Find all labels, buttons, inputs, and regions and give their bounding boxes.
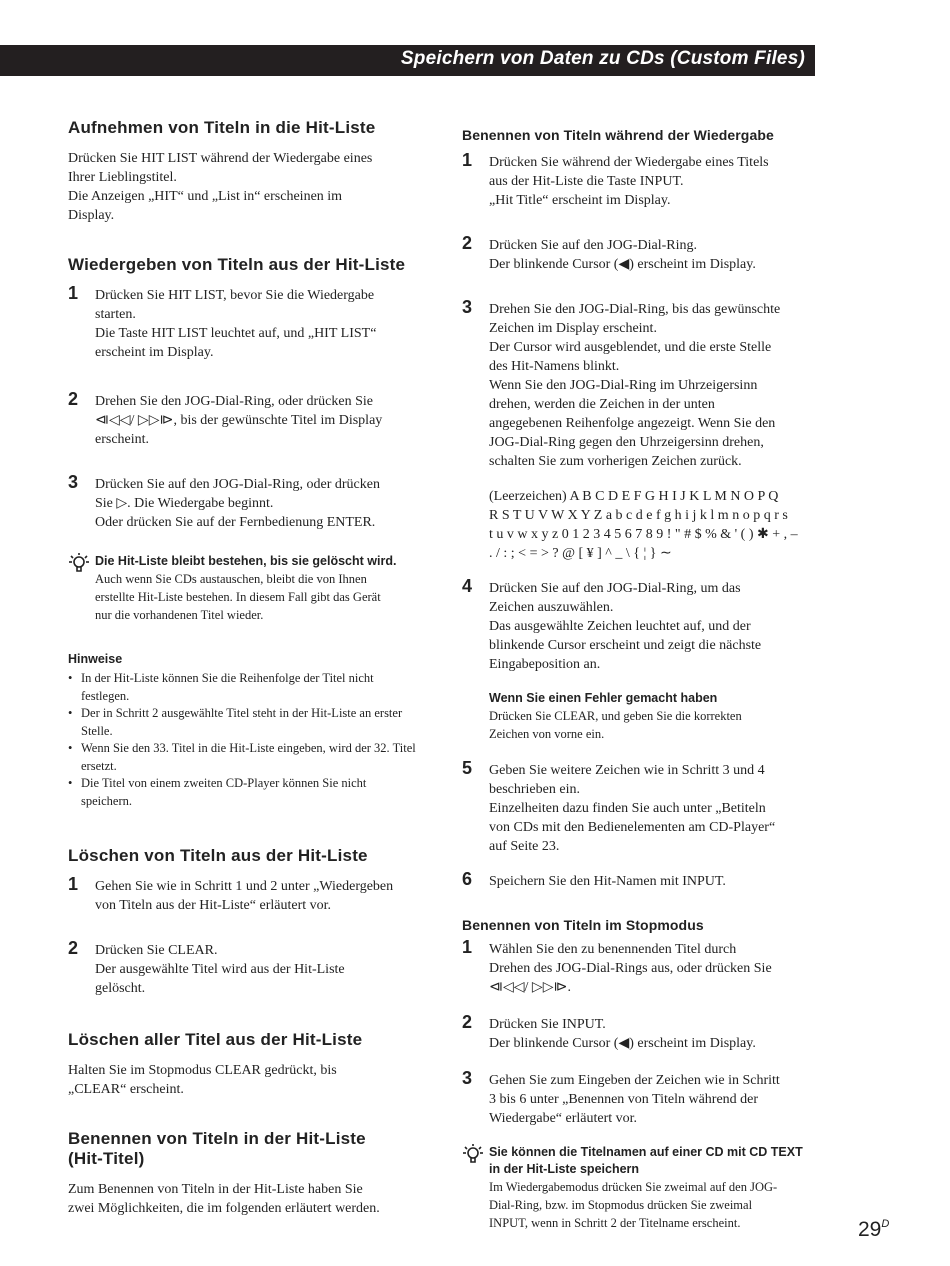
step-line: Der Cursor wird ausgeblendet, und die erste Stelle xyxy=(489,340,772,355)
step-item xyxy=(462,1012,820,1053)
step-number: 2 xyxy=(68,389,79,409)
error-note xyxy=(462,689,820,743)
step-line: Das ausgewählte Zeichen leuchtet auf, und der xyxy=(489,619,751,634)
charset-line: t u v w x y z 0 1 2 3 4 5 6 7 8 9 ! " # $ % & ' ( ) ✱ + , – xyxy=(489,527,798,542)
step-line: drehen, werden die Zeichen in der unten xyxy=(489,397,715,412)
text-line: zwei Möglichkeiten, die im folgenden erläutert werden. xyxy=(68,1201,380,1216)
step-line: Drehen Sie den JOG-Dial-Ring, oder drücken Sie xyxy=(95,394,373,409)
page-number-value: 29 xyxy=(858,1218,882,1241)
step-line: Wiedergabe“ erläutert vor. xyxy=(489,1111,638,1126)
step-line: angegebenen Reihenfolge angezeigt. Wenn Sie den xyxy=(489,416,776,431)
tip-title: in der Hit-Liste speichern xyxy=(489,1162,640,1176)
step-line: schalten Sie zum vorherigen Zeichen zurück. xyxy=(489,454,742,469)
step-item xyxy=(462,297,820,471)
step-line: Die Taste HIT LIST leuchtet auf, und „HIT LIST“ xyxy=(95,326,377,341)
step-item xyxy=(462,150,820,210)
step-line: Wählen Sie den zu benennenden Titel durch xyxy=(489,942,737,957)
step-item xyxy=(68,874,420,915)
step-line: erscheint. xyxy=(95,432,150,447)
title-line: Benennen von Titeln in der Hit-Liste xyxy=(68,1129,366,1148)
text-line: „CLEAR“ erscheint. xyxy=(68,1082,184,1097)
left-column xyxy=(68,118,420,1218)
list-item: • Wenn Sie den 33. Titel in die Hit-Liste eingeben, wird der 32. Titel ersetzt. xyxy=(68,740,420,775)
step-number: 2 xyxy=(462,233,473,253)
step-line: 3 bis 6 unter „Benennen von Titeln während der xyxy=(489,1092,759,1107)
step-line: Geben Sie weitere Zeichen wie in Schritt 3 und 4 xyxy=(489,763,765,778)
text-line: Zum Benennen von Titeln in der Hit-Liste haben Sie xyxy=(68,1182,363,1197)
step-line: ⧏◁◁/ ▷▷⧐, bis der gewünschte Titel im Display xyxy=(95,413,383,428)
text-line: Die Anzeigen „HIT“ und „List in“ erscheinen im xyxy=(68,189,343,204)
tip-box xyxy=(68,553,420,624)
step-item xyxy=(462,937,820,997)
tip-title: Sie können die Titelnamen auf einer CD mit CD TEXT xyxy=(489,1145,803,1159)
step-line: Speichern Sie den Hit-Namen mit INPUT. xyxy=(489,874,726,889)
step-number: 5 xyxy=(462,758,473,778)
step-line: Gehen Sie zum Eingeben der Zeichen wie in Schritt xyxy=(489,1073,780,1088)
error-note-line: Drücken Sie CLEAR, und geben Sie die korrekten xyxy=(489,709,742,723)
step-line: Sie ▷. Die Wiedergabe beginnt. xyxy=(95,496,274,511)
right-column xyxy=(462,126,820,1232)
step-line: auf Seite 23. xyxy=(489,839,560,854)
tip-title: Die Hit-Liste bleibt bestehen, bis sie gelöscht wird. xyxy=(95,554,397,568)
step-line: Drücken Sie auf den JOG-Dial-Ring. xyxy=(489,238,698,253)
charset-line: R S T U V W X Y Z a b c d e f g h i j k l m n o p q r s xyxy=(489,508,788,523)
step-number: 1 xyxy=(462,937,473,957)
lightbulb-icon xyxy=(462,1143,486,1167)
step-line: blinkende Cursor erscheint und zeigt die nächste xyxy=(489,638,762,653)
section-title-name-during-playback: Benennen von Titeln während der Wiedergabe xyxy=(462,127,774,143)
section-title-delete-title: Löschen von Titeln aus der Hit-Liste xyxy=(68,846,368,865)
section-title-play-hit-list: Wiedergeben von Titeln aus der Hit-Liste xyxy=(68,255,406,274)
step-line: aus der Hit-Liste die Taste INPUT. xyxy=(489,174,684,189)
step-number: 2 xyxy=(68,938,79,958)
name-hit-list-text xyxy=(68,1180,420,1218)
step-item xyxy=(462,1068,820,1128)
page-number xyxy=(858,1218,889,1242)
error-note-title: Wenn Sie einen Fehler gemacht haben xyxy=(489,691,718,705)
step-line: von CDs mit den Bedienelementen am CD-Player“ xyxy=(489,820,776,835)
notes-list xyxy=(68,670,420,810)
step-item xyxy=(68,472,420,532)
step-line: Drücken Sie INPUT. xyxy=(489,1017,606,1032)
step-number: 1 xyxy=(68,283,79,303)
step-line: Drücken Sie auf den JOG-Dial-Ring, oder drücken xyxy=(95,477,380,492)
list-item: • Die Titel von einem zweiten CD-Player können Sie nicht speichern. xyxy=(68,775,420,810)
step-line: „Hit Title“ erscheint im Display. xyxy=(489,193,671,208)
record-hit-list-text xyxy=(68,149,420,225)
step-line: JOG-Dial-Ring gegen den Uhrzeigersinn drehen, xyxy=(489,435,764,450)
step-line: Wenn Sie den JOG-Dial-Ring im Uhrzeigersinn xyxy=(489,378,758,393)
step-line: Der ausgewählte Titel wird aus der Hit-Liste xyxy=(95,962,345,977)
tip-line: Auch wenn Sie CDs austauschen, bleibt die von Ihnen xyxy=(95,572,367,586)
step-line: von Titeln aus der Hit-Liste“ erläutert vor. xyxy=(95,898,332,913)
section-title-name-hit-list xyxy=(68,1129,420,1169)
text-line: Drücken Sie HIT LIST während der Wiedergabe eines xyxy=(68,151,373,166)
step-number: 2 xyxy=(462,1012,473,1032)
step-item xyxy=(462,576,820,674)
step-number: 1 xyxy=(68,874,79,894)
step-item xyxy=(462,869,820,891)
step-line: Drehen des JOG-Dial-Rings aus, oder drücken Sie xyxy=(489,961,772,976)
step-line: Der blinkende Cursor (◀) erscheint im Display. xyxy=(489,257,756,272)
step-number: 3 xyxy=(462,1068,473,1088)
header-banner xyxy=(0,45,815,76)
delete-all-text xyxy=(68,1061,420,1099)
step-number: 4 xyxy=(462,576,473,596)
step-number: 1 xyxy=(462,150,473,170)
notes-title: Hinweise xyxy=(68,652,123,666)
text-line: Halten Sie im Stopmodus CLEAR gedrückt, bis xyxy=(68,1063,337,1078)
tip-line: erstellte Hit-Liste bestehen. In diesem Fall gibt das Gerät xyxy=(95,590,381,604)
page-language-suffix: D xyxy=(881,1218,890,1230)
section-title-name-in-stop-mode: Benennen von Titeln im Stopmodus xyxy=(462,917,704,933)
step-line: beschrieben ein. xyxy=(489,782,580,797)
step-line: Eingabeposition an. xyxy=(489,657,601,672)
step-line: des Hit-Namens blinkt. xyxy=(489,359,620,374)
step-item xyxy=(68,283,420,362)
list-item: • Der in Schritt 2 ausgewählte Titel steht in der Hit-Liste an erster Stelle. xyxy=(68,705,420,740)
step-line: Drücken Sie auf den JOG-Dial-Ring, um das xyxy=(489,581,741,596)
step-number: 3 xyxy=(462,297,473,317)
section-title-delete-all: Löschen aller Titel aus der Hit-Liste xyxy=(68,1030,363,1049)
tip-line: Dial-Ring, bzw. im Stopmodus drücken Sie zweimal xyxy=(489,1198,753,1212)
step-line: Zeichen im Display erscheint. xyxy=(489,321,657,336)
step-line: Drücken Sie CLEAR. xyxy=(95,943,218,958)
step-line: Oder drücken Sie auf der Fernbedienung ENTER. xyxy=(95,515,376,530)
step-item xyxy=(462,233,820,274)
step-line: Drücken Sie HIT LIST, bevor Sie die Wiedergabe xyxy=(95,288,375,303)
text-line: Display. xyxy=(68,208,115,223)
step-line: ⧏◁◁/ ▷▷⧐. xyxy=(489,980,571,995)
tip-line: INPUT, wenn in Schritt 2 der Titelname erscheint. xyxy=(489,1216,741,1230)
charset-line: (Leerzeichen) A B C D E F G H I J K L M N O P Q xyxy=(489,489,779,504)
tip-line: Im Wiedergabemodus drücken Sie zweimal auf den JOG- xyxy=(489,1180,778,1194)
step-item xyxy=(68,938,420,998)
step-line: Der blinkende Cursor (◀) erscheint im Display. xyxy=(489,1036,756,1051)
step-item xyxy=(462,758,820,856)
step-line: Zeichen auszuwählen. xyxy=(489,600,614,615)
tip-line: nur die vorhandenen Titel wieder. xyxy=(95,608,264,622)
charset-line: . / : ; < = > ? @ [ ¥ ] ^ _ \ { ¦ } ∼ xyxy=(489,546,672,561)
step-line: Gehen Sie wie in Schritt 1 und 2 unter „Wiedergeben xyxy=(95,879,394,894)
error-note-line: Zeichen von vorne ein. xyxy=(489,727,605,741)
text-line: Ihrer Lieblingstitel. xyxy=(68,170,177,185)
step-item xyxy=(68,389,420,449)
character-set xyxy=(462,487,820,563)
page-title: Speichern von Daten zu CDs (Custom Files) xyxy=(400,48,805,69)
tip-box xyxy=(462,1144,820,1232)
step-line: Drücken Sie während der Wiedergabe eines Titels xyxy=(489,155,769,170)
title-line: (Hit-Titel) xyxy=(68,1149,145,1168)
step-line: Einzelheiten dazu finden Sie auch unter „Betiteln xyxy=(489,801,766,816)
step-line: Drehen Sie den JOG-Dial-Ring, bis das gewünschte xyxy=(489,302,781,317)
step-line: erscheint im Display. xyxy=(95,345,214,360)
step-number: 3 xyxy=(68,472,79,492)
lightbulb-icon xyxy=(68,552,92,576)
step-line: starten. xyxy=(95,307,136,322)
section-title-record-hit-list: Aufnehmen von Titeln in die Hit-Liste xyxy=(68,118,376,137)
step-line: gelöscht. xyxy=(95,981,146,996)
list-item: • In der Hit-Liste können Sie die Reihenfolge der Titel nicht festlegen. xyxy=(68,670,420,705)
step-number: 6 xyxy=(462,869,473,889)
